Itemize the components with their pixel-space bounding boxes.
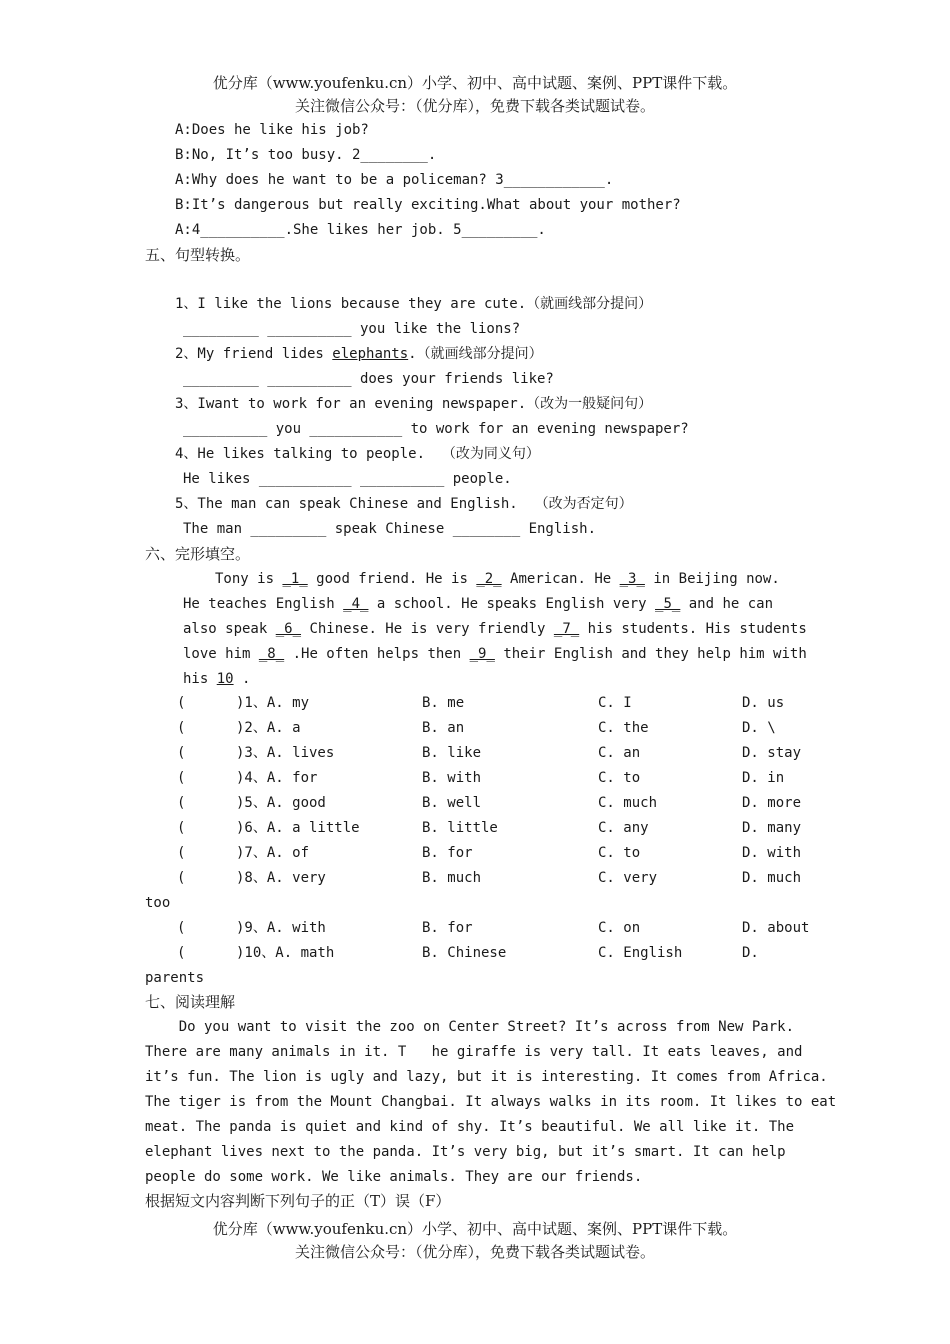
option-b: B. little — [422, 820, 498, 836]
option-row-num: ( )8、A. very — [177, 870, 326, 886]
rewrite-question-5: 5、The man can speak Chinese and English. （改为否定句） — [175, 496, 633, 512]
option-b: B. for — [422, 845, 473, 861]
reading-line: people do some work. We like animals. They are our friends. — [145, 1169, 643, 1185]
option-wrap-text: too — [145, 895, 171, 911]
text: love him — [183, 646, 259, 662]
text: .He often helps then — [284, 646, 470, 662]
option-row-num: ( )9、A. with — [177, 920, 326, 936]
cloze-passage-line — [183, 667, 250, 692]
rewrite-question-4: 4、He likes talking to people. （改为同义句） — [175, 446, 540, 462]
cloze-passage-line — [183, 592, 773, 617]
option-c: C. English — [598, 945, 683, 961]
rewrite-answer-2: _________ __________ does your friends like? — [183, 371, 554, 387]
q2-underlined-word: elephants — [332, 346, 409, 362]
reading-line: Do you want to visit the zoo on Center Street? It’s across from New Park. — [145, 1019, 795, 1035]
text: their English and they help him with — [494, 646, 807, 662]
option-row-num: ( )4、A. for — [177, 770, 318, 786]
dialogue-line: B:No, It’s too busy. 2________. — [175, 147, 437, 163]
option-row-num: ( )6、A. a little — [177, 820, 360, 836]
rewrite-question-2 — [175, 342, 543, 367]
text: Chinese. He is very friendly — [301, 621, 554, 637]
option-b: B. like — [422, 745, 482, 761]
option-d: D. \ — [742, 720, 776, 736]
option-b: B. well — [422, 795, 482, 811]
option-d: D. in — [742, 770, 785, 786]
cloze-blank-6: _6_ — [275, 621, 302, 637]
option-d: D. us — [742, 695, 785, 711]
option-d: D. with — [742, 845, 802, 861]
option-c: C. an — [598, 745, 641, 761]
option-b: B. for — [422, 920, 473, 936]
option-d: D. much — [742, 870, 802, 886]
text: his students. His students — [579, 621, 807, 637]
cloze-blank-5: _5_ — [655, 596, 681, 612]
cloze-passage-line — [215, 567, 780, 592]
option-d: D. — [742, 945, 759, 961]
rewrite-answer-3: __________ you ___________ to work for an evening newspaper? — [183, 421, 689, 437]
dialogue-line: B:It’s dangerous but really exciting.What about your mother? — [175, 197, 681, 213]
text: in Beijing now. — [644, 571, 780, 587]
option-b: B. me — [422, 695, 465, 711]
cloze-blank-7: _7_ — [553, 621, 580, 637]
cloze-blank-2: _2_ — [476, 571, 502, 587]
option-c: C. any — [598, 820, 649, 836]
option-c: C. very — [598, 870, 658, 886]
option-c: C. much — [598, 795, 658, 811]
reading-line: elephant lives next to the panda. It’s very big, but it’s smart. It can help — [145, 1144, 786, 1160]
rewrite-question-3: 3、Iwant to work for an evening newspaper.（改为一般疑问句） — [175, 396, 653, 412]
reading-line: it’s fun. The lion is ugly and lazy, but it is interesting. It comes from Africa. — [145, 1069, 828, 1085]
option-row-num: ( )5、A. good — [177, 795, 326, 811]
option-b: B. with — [422, 770, 482, 786]
option-c: C. to — [598, 845, 641, 861]
cloze-passage-line — [183, 617, 807, 642]
option-wrap-text: parents — [145, 970, 205, 986]
rewrite-question-1: 1、I like the lions because they are cute.（就画线部分提问） — [175, 296, 653, 312]
footer-line-2: 关注微信公众号：（优分库），免费下载各类试题试卷。 — [294, 1243, 655, 1261]
cloze-passage-line — [183, 642, 807, 667]
cloze-blank-9: _9_ — [469, 646, 495, 662]
reading-line: There are many animals in it. T he giraffe is very tall. It eats leaves, and — [145, 1044, 803, 1060]
q2-pre: 2、My friend lides — [175, 346, 333, 362]
option-row-num: ( )7、A. of — [177, 845, 310, 861]
option-row-num: ( )3、A. lives — [177, 745, 335, 761]
option-row-num: ( )10、A. math — [177, 945, 335, 961]
option-c: C. on — [598, 920, 641, 936]
header-line-2: 关注微信公众号：（优分库），免费下载各类试题试卷。 — [294, 97, 655, 115]
option-c: C. the — [598, 720, 649, 736]
cloze-blank-3: _3_ — [619, 571, 645, 587]
option-row-num: ( )1、A. my — [177, 695, 310, 711]
rewrite-answer-1: _________ __________ you like the lions? — [183, 321, 521, 337]
text: good friend. He is — [307, 571, 477, 587]
text: and he can — [680, 596, 774, 612]
reading-instruction: 根据短文内容判断下列句子的正（T）误（F） — [145, 1192, 451, 1210]
reading-line: The tiger is from the Mount Changbai. It always walks in its room. It likes to eat — [145, 1094, 837, 1110]
rewrite-answer-4: He likes ___________ __________ people. — [183, 471, 512, 487]
option-b: B. much — [422, 870, 482, 886]
q2-post: .（就画线部分提问） — [408, 346, 543, 362]
option-d: D. many — [742, 820, 802, 836]
text: American. He — [501, 571, 620, 587]
rewrite-answer-5: The man _________ speak Chinese ________ English. — [183, 521, 597, 537]
dialogue-line: A:Why does he want to be a policeman? 3____________. — [175, 172, 614, 188]
section-5-title: 五、句型转换。 — [145, 246, 251, 264]
page-footer — [0, 1218, 950, 1264]
option-c: C. I — [598, 695, 632, 711]
option-b: B. an — [422, 720, 465, 736]
cloze-blank-8: _8_ — [258, 646, 285, 662]
option-row-num: ( )2、A. a — [177, 720, 301, 736]
reading-line: meat. The panda is quiet and kind of shy. It’s beautiful. We all like it. The — [145, 1119, 795, 1135]
option-c: C. to — [598, 770, 641, 786]
text: his — [183, 671, 217, 687]
dialogue-line: A:Does he like his job? — [175, 122, 369, 138]
option-d: D. more — [742, 795, 802, 811]
text: . — [233, 671, 251, 687]
cloze-blank-1: _1_ — [282, 571, 308, 587]
text: also speak — [183, 621, 276, 637]
header-line-1: 优分库（www.youfenku.cn）小学、初中、高中试题、案例、PPT课件下载。 — [212, 74, 738, 92]
cloze-blank-4: _4_ — [343, 596, 369, 612]
text: a school. He speaks English very — [368, 596, 656, 612]
section-6-title: 六、完形填空。 — [145, 545, 251, 563]
section-7-title: 七、阅读理解 — [145, 993, 236, 1011]
option-d: D. stay — [742, 745, 802, 761]
footer-line-1: 优分库（www.youfenku.cn）小学、初中、高中试题、案例、PPT课件下载。 — [212, 1220, 738, 1238]
option-b: B. Chinese — [422, 945, 507, 961]
page-header — [0, 72, 950, 118]
cloze-blank-10: 10 — [216, 671, 234, 687]
dialogue-line: A:4__________.She likes her job. 5_________. — [175, 222, 546, 238]
text: He teaches English — [183, 596, 344, 612]
text: Tony is — [215, 571, 283, 587]
option-d: D. about — [742, 920, 810, 936]
